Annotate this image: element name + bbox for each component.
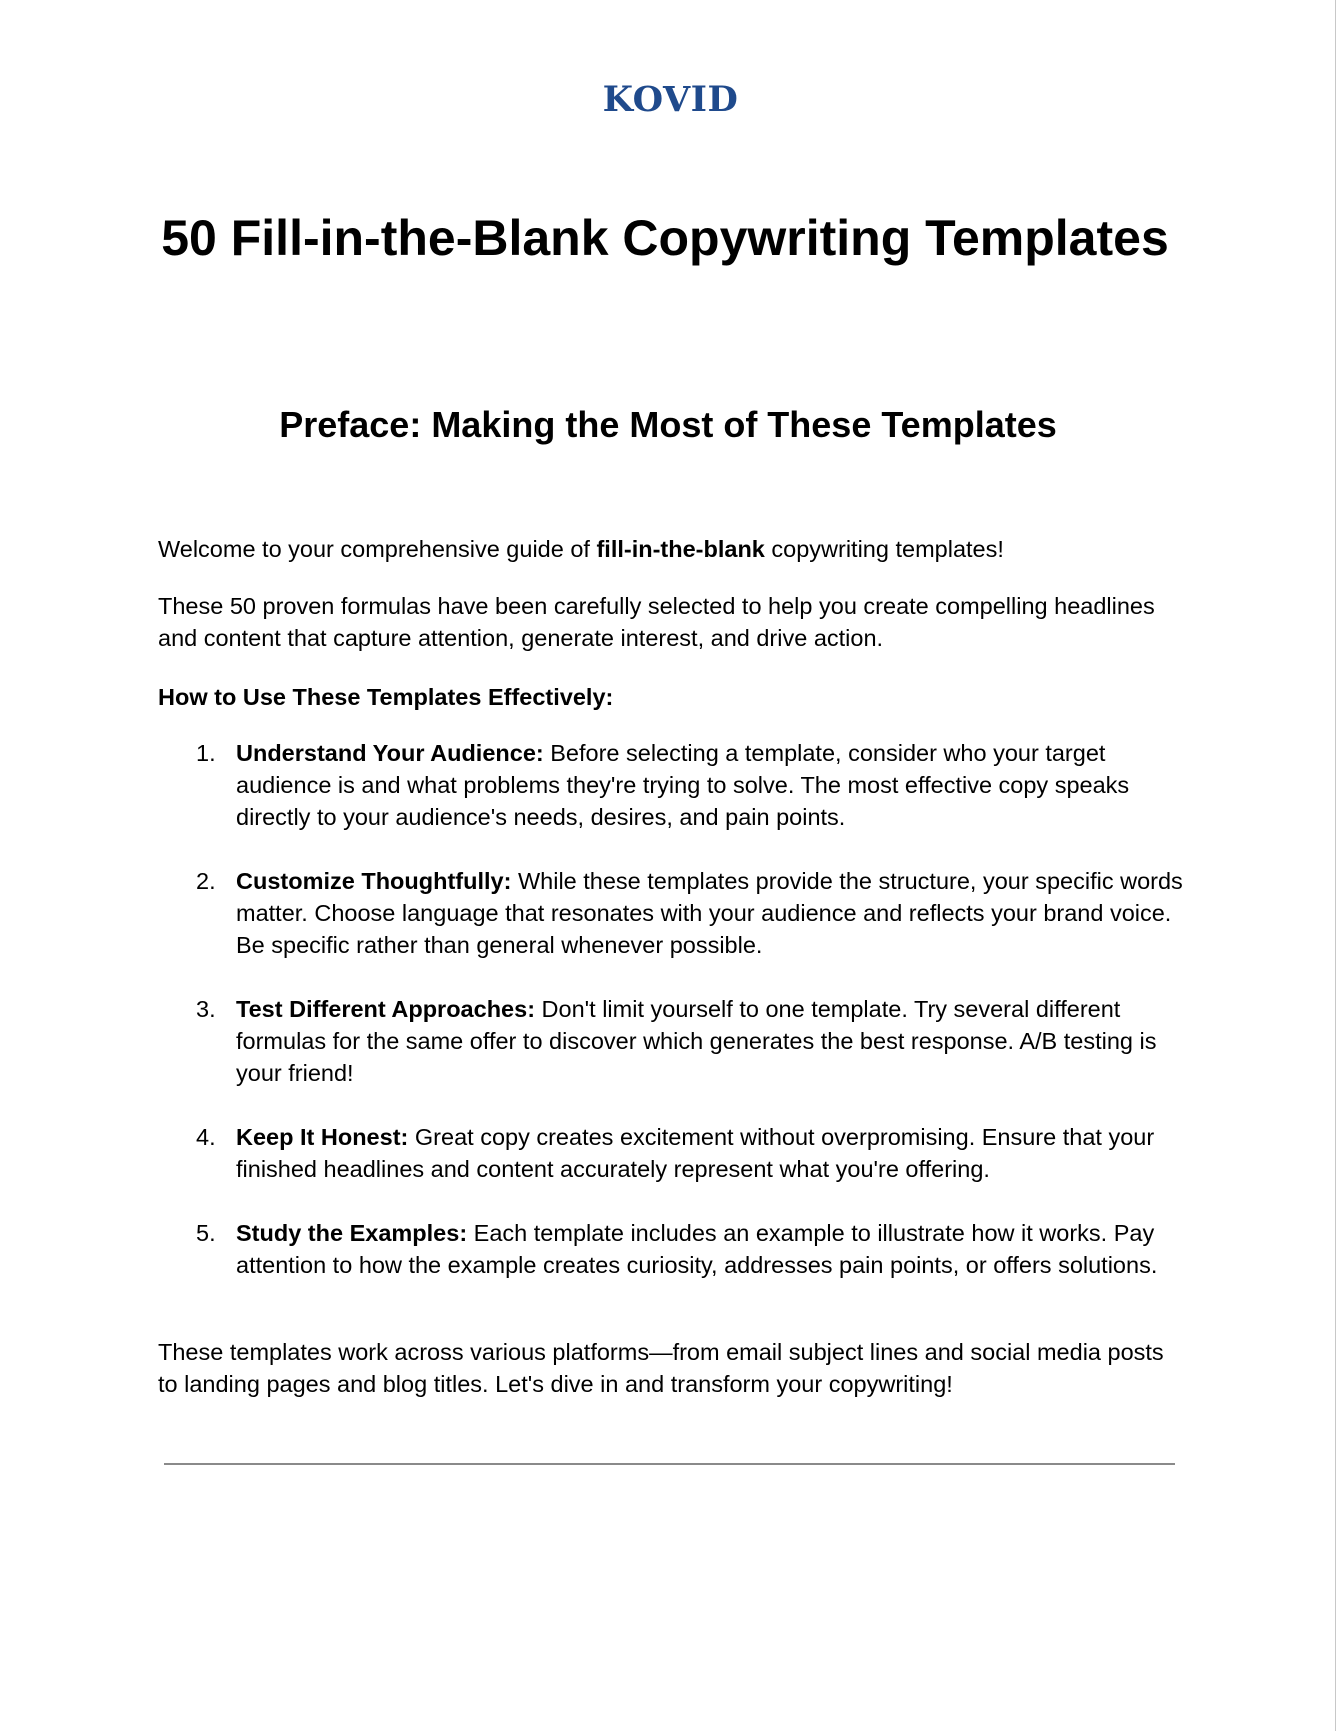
step-number: 5.	[196, 1220, 216, 1246]
step-item-customize	[158, 865, 1188, 961]
outro-paragraph: These templates work across various platforms—from email subject lines and social media posts to landing pages and blog titles. Let's dive in and transform your copywriting!	[158, 1339, 1164, 1397]
step-number: 3.	[196, 996, 216, 1022]
step-text: While these templates provide the structure, your specific words matter. Choose language that resonates with your audience and reflects your brand voice. Be specific rather than general whenever possible.	[236, 868, 1183, 958]
step-text: Great copy creates excitement without overpromising. Ensure that your finished headlines and content accurately represent what you're offering.	[236, 1124, 1155, 1182]
step-heading: Test Different Approaches:	[236, 996, 536, 1022]
step-item-understand-audience	[158, 737, 1188, 833]
step-item-test-approaches	[158, 993, 1188, 1089]
welcome-text-bold: fill-in-the-blank	[596, 536, 765, 562]
step-number: 4.	[196, 1124, 216, 1150]
step-item-study-examples	[158, 1217, 1188, 1281]
welcome-paragraph	[158, 533, 1188, 565]
preface-heading: Preface: Making the Most of These Templates	[279, 404, 1057, 445]
horizontal-divider	[164, 1463, 1175, 1465]
step-number: 2.	[196, 868, 216, 894]
step-text: Before selecting a template, consider who your target audience is and what problems they're trying to solve. The most effective copy speaks directly to your audience's needs, desires, and pain points.	[236, 740, 1130, 830]
step-heading: Keep It Honest:	[236, 1124, 409, 1150]
brand-logo: KOVID	[602, 79, 739, 120]
welcome-text-start: Welcome to your comprehensive guide of	[158, 536, 597, 562]
step-item-keep-honest	[158, 1121, 1188, 1185]
welcome-text-end: copywriting templates!	[764, 536, 1004, 562]
preface-body	[158, 533, 1188, 1400]
intro-paragraph: These 50 proven formulas have been carefully selected to help you create compelling headlines and content that capture attention, generate interest, and drive action.	[158, 593, 1155, 651]
step-text: Don't limit yourself to one template. Try several different formulas for the same offer to discover which generates the best response. A/B testing is your friend!	[236, 996, 1157, 1086]
document-title: 50 Fill-in-the-Blank Copywriting Templates	[161, 210, 1169, 266]
step-text: Each template includes an example to illustrate how it works. Pay attention to how the example creates curiosity, addresses pain points, or offers solutions.	[236, 1220, 1158, 1278]
steps-list	[158, 737, 1188, 1281]
step-heading: Study the Examples:	[236, 1220, 468, 1246]
howto-heading: How to Use These Templates Effectively:	[158, 684, 614, 710]
step-number: 1.	[196, 740, 216, 766]
step-heading: Customize Thoughtfully:	[236, 868, 512, 894]
step-heading: Understand Your Audience:	[236, 740, 544, 766]
